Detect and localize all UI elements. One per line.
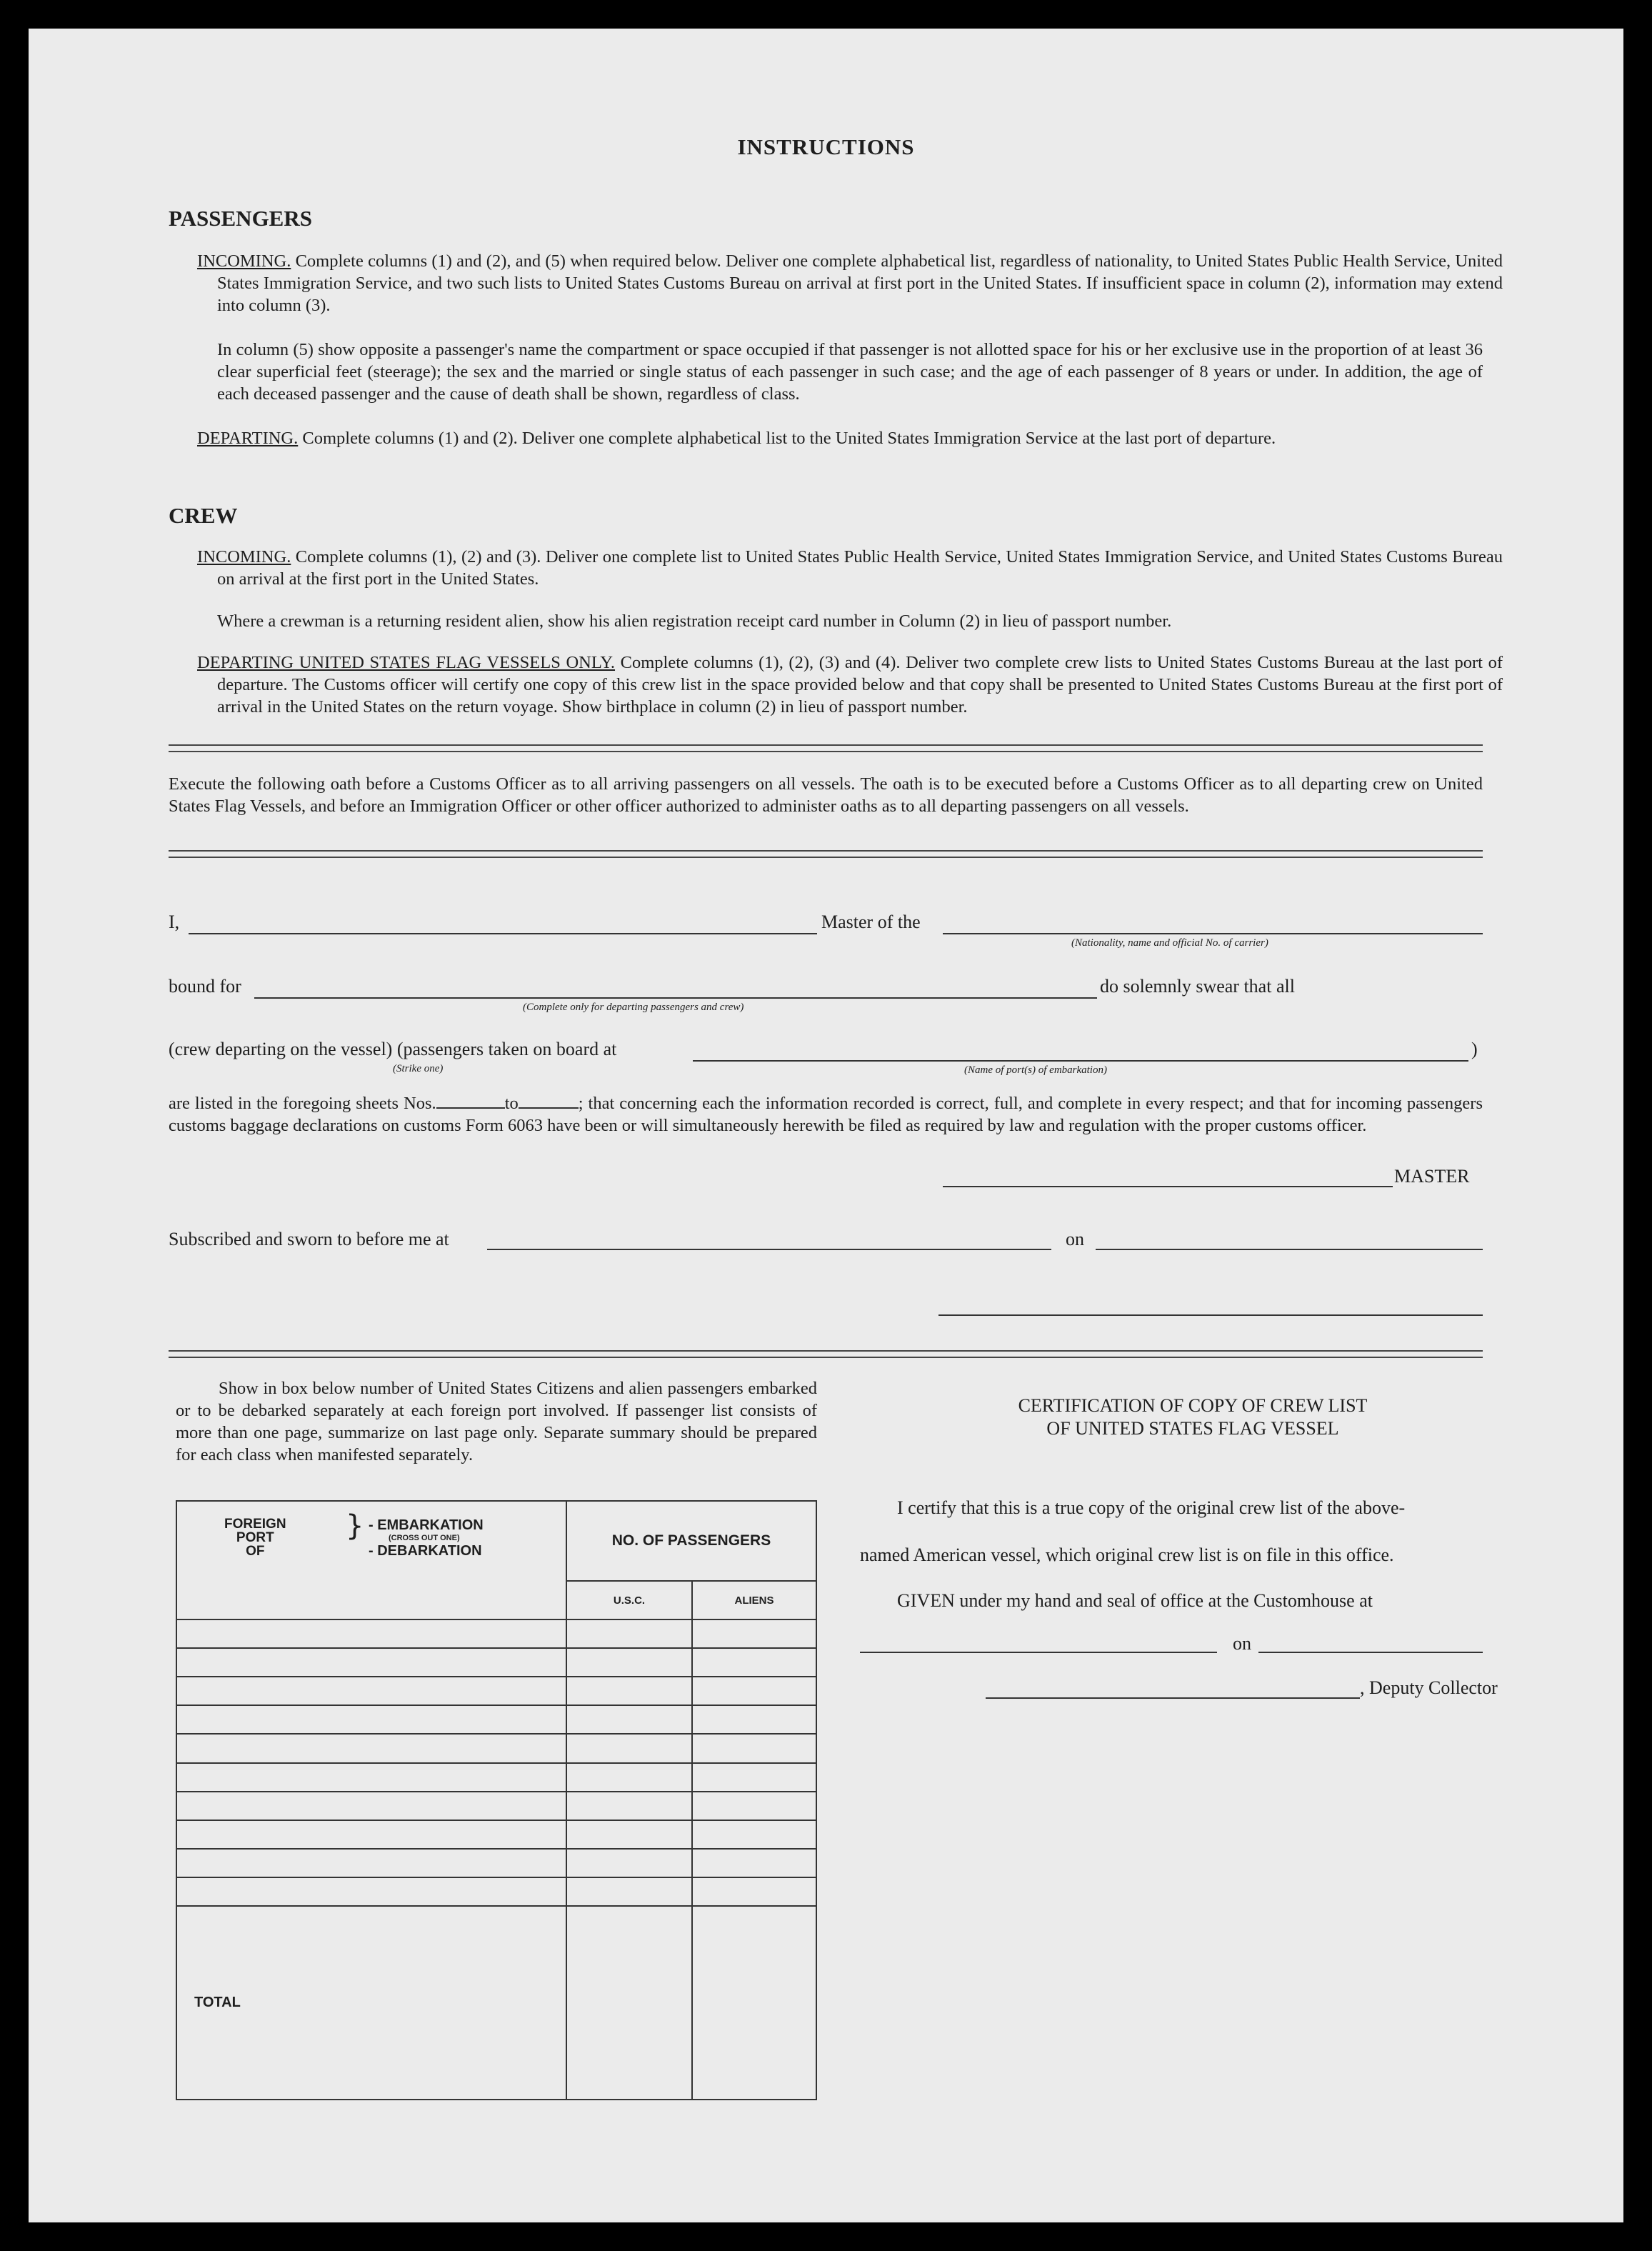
page-title: INSTRUCTIONS [737, 134, 915, 159]
master-of-label: Master of the [821, 912, 921, 932]
subscribed-label: Subscribed and sworn to before me at [169, 1229, 449, 1249]
port-header-cell [176, 1501, 566, 1619]
usc-cell[interactable] [566, 1763, 692, 1792]
sheet-to-field[interactable] [519, 1090, 579, 1109]
certification-title-line2: OF UNITED STATES FLAG VESSEL [1046, 1418, 1339, 1439]
table-row [176, 1792, 816, 1820]
nationality-hint: (Nationality, name and official No. of carrier) [1071, 937, 1268, 949]
usc-cell[interactable] [566, 1619, 692, 1648]
given-line: GIVEN under my hand and seal of office at the Customhouse at [897, 1590, 1373, 1611]
embarkation-label: - EMBARKATION [369, 1517, 484, 1533]
cross-out-label: (CROSS OUT ONE) [389, 1534, 460, 1542]
table-row [176, 1763, 816, 1792]
master-label: MASTER [1394, 1166, 1470, 1187]
aliens-cell[interactable] [692, 1849, 816, 1877]
master-signature-field[interactable] [943, 1186, 1393, 1187]
passengers-incoming-label: INCOMING. [197, 251, 291, 271]
usc-cell[interactable] [566, 1648, 692, 1677]
ports-hint: (Name of port(s) of embarkation) [964, 1064, 1107, 1076]
port-cell[interactable] [176, 1792, 566, 1820]
customhouse-field[interactable] [860, 1652, 1217, 1653]
cert-date-field[interactable] [1258, 1652, 1483, 1653]
sworn-date-field[interactable] [1096, 1249, 1483, 1250]
total-usc-cell[interactable] [566, 1906, 692, 2100]
port-cell[interactable] [176, 1763, 566, 1792]
table-row [176, 1705, 816, 1734]
listed-rest: that for incoming passengers customs baggage declarations on customs Form 6063 have been or will simultaneously herewith be filed as required by law and regulation with the proper customs officer. [169, 1094, 1483, 1135]
aliens-cell[interactable] [692, 1648, 816, 1677]
crew-incoming-paragraph [197, 546, 1503, 590]
usc-cell[interactable] [566, 1849, 692, 1877]
table-row [176, 1619, 816, 1648]
listed-post: ; that concerning each the information recorded is correct, full, and complete in every respect; and [578, 1094, 1275, 1113]
table-row [176, 1820, 816, 1849]
usc-cell[interactable] [566, 1677, 692, 1705]
table-row [176, 1849, 816, 1877]
foreign-port-of: FOREIGN PORT OF [224, 1517, 286, 1559]
crew-resident-paragraph: Where a crewman is a returning resident alien, show his alien registration receipt card number in Column (2) in lieu of passport number. [217, 612, 1172, 631]
no-passengers-header: NO. OF PASSENGERS [566, 1501, 816, 1581]
total-row [176, 1906, 816, 2100]
aliens-cell[interactable] [692, 1677, 816, 1705]
crew-incoming-text: Complete columns (1), (2) and (3). Deliver one complete list to United States Public Health Service, United States Immigration Service, and United States Customs Bureau on arrival at the first port in the United States. [217, 547, 1503, 589]
passenger-summary-table [176, 1500, 817, 2100]
crew-heading: CREW [169, 503, 238, 528]
table-row [176, 1877, 816, 1906]
table-row [176, 1734, 816, 1762]
usc-cell[interactable] [566, 1705, 692, 1734]
port-cell[interactable] [176, 1734, 566, 1762]
aliens-cell[interactable] [692, 1734, 816, 1762]
crew-departing-paragraph [197, 652, 1503, 718]
embarkation-ports-field[interactable] [693, 1060, 1468, 1062]
table-row [176, 1648, 816, 1677]
crew-passengers-label: (crew departing on the vessel) (passengers taken on board at [169, 1039, 617, 1059]
sworn-place-field[interactable] [487, 1249, 1051, 1250]
summary-instructions: Show in box below number of United States Citizens and alien passengers embarked or to be debarked separately at each foreign port involved. If passenger list consists of more than one page, summarize on last page only. Separate summary should be prepared for each class when manifested separately. [176, 1379, 817, 1464]
usc-cell[interactable] [566, 1877, 692, 1906]
divider [169, 1350, 1483, 1358]
aliens-cell[interactable] [692, 1792, 816, 1820]
usc-cell[interactable] [566, 1734, 692, 1762]
cert-on-label: on [1233, 1633, 1251, 1654]
certify-line1: I certify that this is a true copy of the original crew list of the above- [897, 1497, 1406, 1518]
divider [169, 744, 1483, 752]
aliens-cell[interactable] [692, 1619, 816, 1648]
total-aliens-cell[interactable] [692, 1906, 816, 2100]
passengers-column5-paragraph: In column (5) show opposite a passenger's name the compartment or space occupied if that passenger is not allotted space for his or her exclusive use in the proportion of at least 36 clear superficial feet (steerage); the sex and the married or single status of each passenger in such case; and the age of each passenger of 8 years or under. In addition, the age of each deceased passenger and the cause of death shall be shown, regardless of class. [217, 340, 1483, 404]
complete-hint: (Complete only for departing passengers and crew) [523, 1002, 744, 1013]
table-row [176, 1677, 816, 1705]
deputy-signature-field[interactable] [986, 1697, 1360, 1699]
aliens-cell[interactable] [692, 1820, 816, 1849]
usc-cell[interactable] [566, 1792, 692, 1820]
passengers-departing-text: Complete columns (1) and (2). Deliver one complete alphabetical list to the United States Immigration Service at the last port of departure. [298, 429, 1276, 448]
bound-for-field[interactable] [254, 997, 1097, 999]
to-label: to [504, 1094, 519, 1113]
officer-signature-field[interactable] [938, 1314, 1483, 1316]
port-cell[interactable] [176, 1619, 566, 1648]
listed-paragraph [169, 1090, 1483, 1137]
carrier-field[interactable] [943, 933, 1483, 934]
aliens-header: ALIENS [692, 1581, 816, 1619]
brace: } [346, 1509, 364, 1542]
port-cell[interactable] [176, 1648, 566, 1677]
port-cell[interactable] [176, 1677, 566, 1705]
crew-departing-label: DEPARTING UNITED STATES FLAG VESSELS ONLY. [197, 653, 616, 672]
aliens-cell[interactable] [692, 1763, 816, 1792]
usc-cell[interactable] [566, 1820, 692, 1849]
master-name-field[interactable] [189, 933, 817, 934]
passengers-departing-label: DEPARTING. [197, 429, 299, 448]
listed-pre: are listed in the foregoing sheets Nos. [169, 1094, 436, 1113]
oath-intro-paragraph: Execute the following oath before a Customs Officer as to all arriving passengers on all vessels. The oath is to be executed before a Customs Officer as to all departing crew on United States Flag Vessels, and before an Immigration Officer or other officer authorized to administer oaths as to all departing passengers on all vessels. [169, 774, 1483, 816]
deputy-collector-label: , Deputy Collector [1360, 1677, 1498, 1698]
strike-one-hint: (Strike one) [393, 1063, 444, 1074]
form-page [29, 29, 1623, 2222]
usc-header: U.S.C. [566, 1581, 692, 1619]
passengers-incoming-text: Complete columns (1) and (2), and (5) when required below. Deliver one complete alphabetical list, regardless of nationality, to United States Public Health Service, United States Immigration Service, and two such lists to United States Customs Bureau on arrival at first port in the United States. If insufficient space in column (2), information may extend into column (3). [217, 251, 1503, 315]
sheet-from-field[interactable] [436, 1090, 505, 1109]
debarkation-label: - DEBARKATION [369, 1543, 482, 1559]
on-label: on [1066, 1229, 1084, 1249]
bound-for-label: bound for [169, 976, 241, 997]
swear-label: do solemnly swear that all [1100, 976, 1295, 997]
crew-departing-text: Complete columns (1), (2), (3) and (4). Deliver two complete crew lists to United States Customs Bureau at the last port of departure. The Customs officer will certify one copy of this crew list in the space provided below and that copy shall be presented to United States Customs Bureau at the first port of arrival in the United States on the return voyage. Show birthplace in column (2) in lieu of passport number. [217, 653, 1503, 717]
certify-line2: named American vessel, which original crew list is on file in this office. [860, 1544, 1394, 1565]
passengers-incoming-paragraph [197, 250, 1503, 316]
total-label: TOTAL [176, 1906, 566, 2100]
close-paren: ) [1471, 1039, 1478, 1059]
crew-incoming-label: INCOMING. [197, 547, 291, 567]
aliens-cell[interactable] [692, 1705, 816, 1734]
passengers-departing-paragraph [197, 427, 1503, 449]
divider [169, 850, 1483, 858]
port-cell[interactable] [176, 1820, 566, 1849]
oath-i-label: I, [169, 912, 180, 932]
aliens-cell[interactable] [692, 1877, 816, 1906]
passengers-heading: PASSENGERS [169, 206, 312, 231]
certification-title-line1: CERTIFICATION OF COPY OF CREW LIST [1018, 1395, 1368, 1416]
port-cell[interactable] [176, 1705, 566, 1734]
port-cell[interactable] [176, 1849, 566, 1877]
port-cell[interactable] [176, 1877, 566, 1906]
certification-title [886, 1394, 1500, 1440]
